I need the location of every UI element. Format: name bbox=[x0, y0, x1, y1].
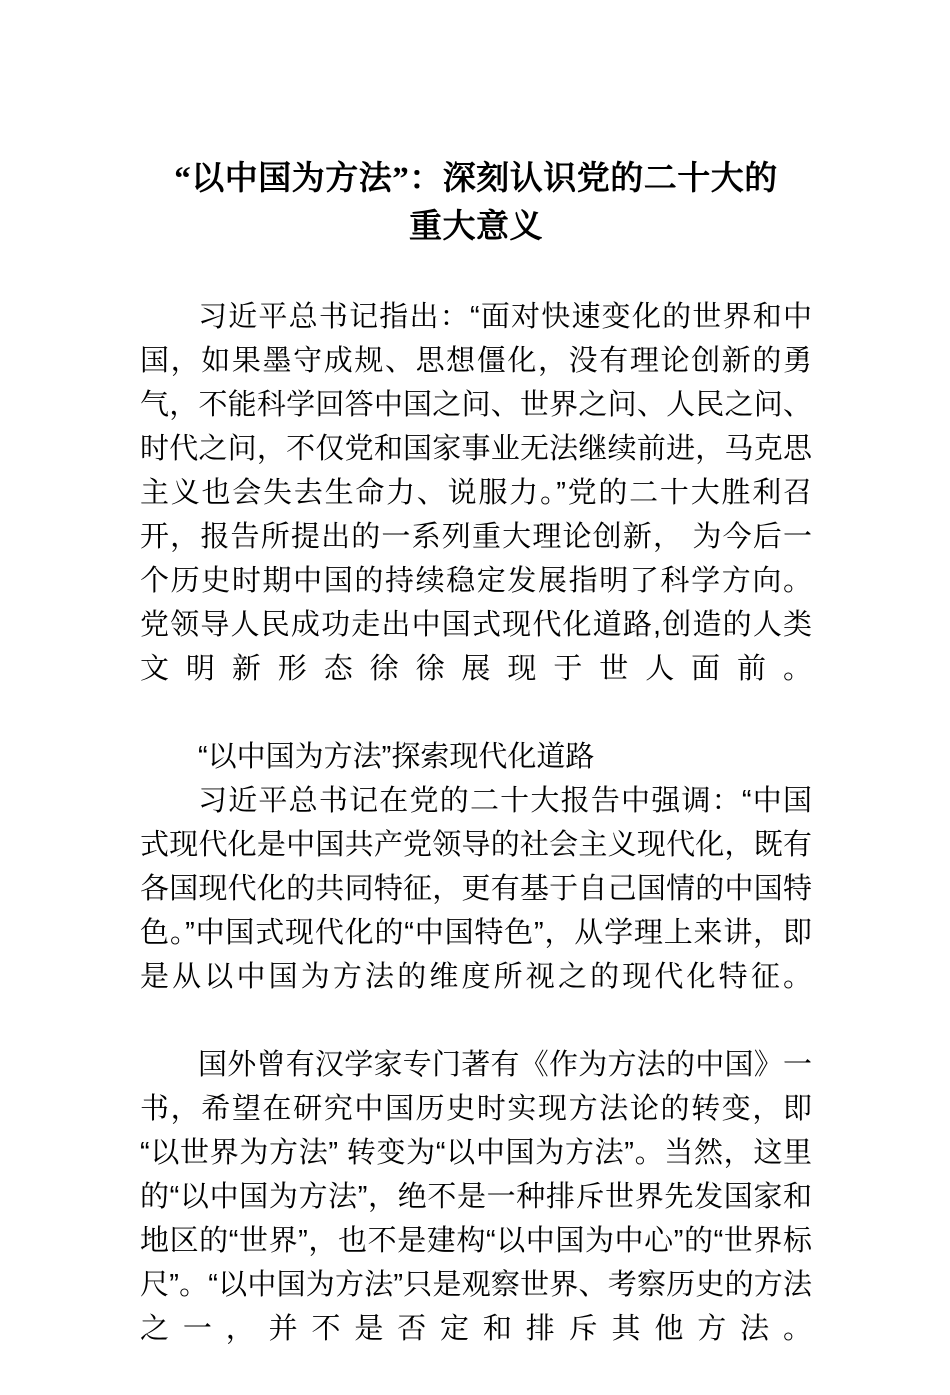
document-body bbox=[140, 295, 812, 1395]
document-content-column bbox=[140, 0, 812, 1395]
paragraph-3: 国外曾有汉学家专门著有《作为方法的中国》一书，希望在研究中国历史时实现方法论的转变，即“以世界为方法” 转变为“以中国为方法”。当然，这里的“以中国为方法”，绝不是一种排斥世界先发国家和地区的“世界”，也不是建构“以中国为中心”的“世界标尺”。“以中国为方法”只是观察世界、考察历史的方法之一，并不是否定和排斥其他方法。 bbox=[140, 1049, 812, 1345]
paragraph-1: 习近平总书记指出：“面对快速变化的世界和中国，如果墨守成规、思想僵化，没有理论创新的勇气，不能科学回答中国之问、世界之问、人民之问、时代之问，不仅党和国家事业无法继续前进，马克思主义也会失去生命力、说服力。”党的二十大胜利召开，报告所提出的一系列重大理论创新， 为今后一个历史时期中国的持续稳定发展指明了科学方向。 党领导人民成功走出中国式现代化道路,创造的人类文明新形态徐徐展现于世人面前。 bbox=[140, 301, 812, 685]
page-title-line-1: “以中国为方法”：深刻认识党的二十大的 bbox=[174, 161, 778, 197]
paragraph-2: 习近平总书记在党的二十大报告中强调：“中国式现代化是中国共产党领导的社会主义现代化，既有各国现代化的共同特征，更有基于自己国情的中国特色。”中国式现代化的“中国特色”，从学理上来讲，即是从以中国为方法的维度所视之的现代化特征。 bbox=[140, 785, 812, 993]
page-title-line-2: 重大意义 bbox=[409, 209, 543, 245]
page-title bbox=[140, 0, 812, 251]
section-subheading: “以中国为方法”探索现代化道路 bbox=[198, 741, 595, 773]
